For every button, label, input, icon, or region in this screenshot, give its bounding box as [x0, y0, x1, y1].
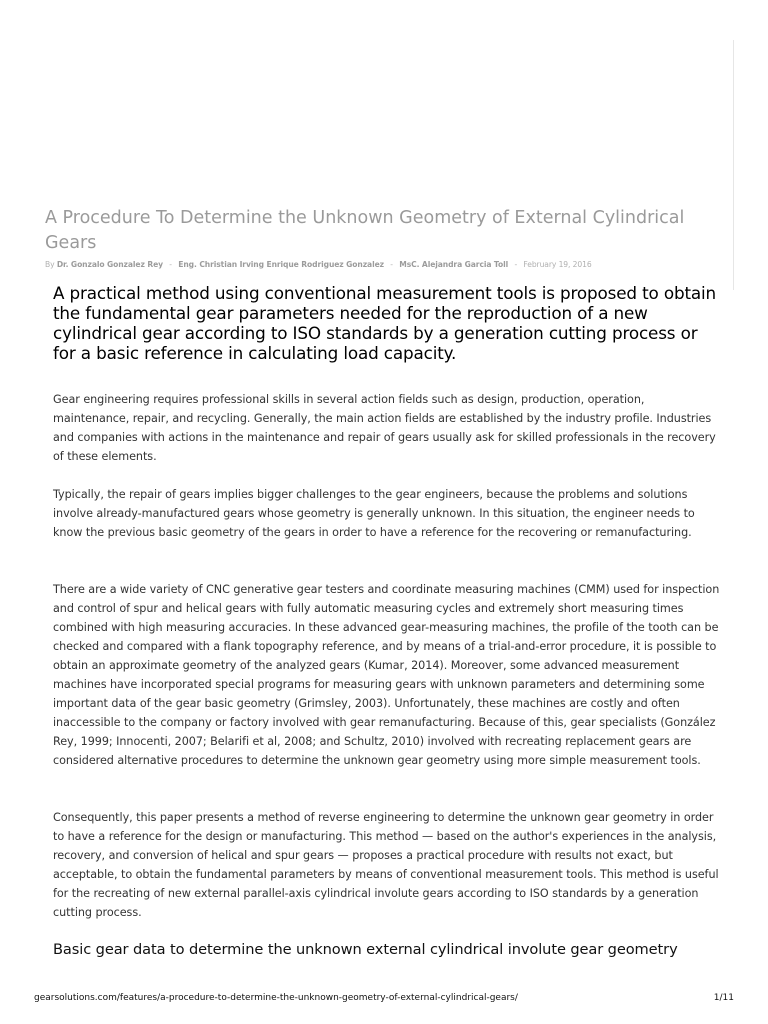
page-number: 1/11 — [713, 993, 734, 1003]
byline-separator: - — [514, 260, 518, 269]
author-link-1[interactable]: Dr. Gonzalo Gonzalez Rey — [56, 260, 163, 269]
byline-by-label: By — [45, 260, 55, 269]
page-url: gearsolutions.com/features/a-procedure-to-determine-the-unknown-geometry-of-external-cylindrical-gears/ — [34, 993, 518, 1003]
paragraph: There are a wide variety of CNC generative gear testers and coordinate measuring machines (CMM) used for inspection and control of spur and helical gears with fully automatic measuring cycles and extremely short measuring times combined with high measuring accuracies. In these advanced gear-measuring machines, the profile of the tooth can be checked and compared with a flank topography reference, and by means of a trial-and-error procedure, it is possible to obtain an approximate geometry of the analyzed gears (Kumar, 2014). Moreover, some advanced measurement machines have incorporated special programs for measuring gears with unknown parameters and determining some important data of the gear basic geometry (Grimsley, 2003). Unfortunately, these machines are costly and often inaccessible to the company or factory involved with gear remanufacturing. Because of this, gear specialists (González Rey, 1999; Innocenti, 2007; Belarifi et al, 2008; and Schultz, 2010) involved with recreating replacement gears are considered alternative procedures to determine the unknown gear geometry using more simple measurement tools. — [53, 583, 720, 767]
byline-separator: - — [390, 260, 393, 269]
paragraph: Consequently, this paper presents a method of reverse engineering to determine the unknown gear geometry in order to have a reference for the design or manufacturing. This method — based on the author's experiences in the analysis, recovery, and conversion of helical and spur gears — proposes a practical procedure with results not exact, but acceptable, to obtain the fundamental parameters by means of conventional measurement tools. This method is useful for the recreating of new external parallel-axis cylindrical involute gears according to ISO standards by a generation cutting process. — [53, 811, 719, 919]
author-link-2[interactable]: Eng. Christian Irving Enrique Rodriguez Gonzalez — [178, 260, 384, 269]
byline — [45, 260, 735, 269]
paragraph: Gear engineering requires professional skills in several action fields such as design, production, operation, maintenance, repair, and recycling. Generally, the main action fields are established by the industry profile. Industries and companies with actions in the maintenance and repair of gears usually ask for skilled professionals in the recovery of these elements. — [53, 393, 716, 463]
page-edge-divider — [733, 40, 734, 290]
article-lead: A practical method using conventional measurement tools is proposed to obtain the fundamental gear parameters needed for the reproduction of a new cylindrical gear according to ISO standards by a generation cutting process or for a basic reference in calculating load capacity. — [53, 283, 717, 363]
byline-separator: - — [169, 260, 172, 269]
section-heading: Basic gear data to determine the unknown external cylindrical involute gear geometry — [53, 941, 678, 958]
paragraph: Typically, the repair of gears implies bigger challenges to the gear engineers, because the problems and solutions involve already-manufactured gears whose geometry is generally unknown. In this situation, the engineer needs to know the previous basic geometry of the gears in order to have a reference for the recovering or remanufacturing. — [53, 488, 695, 539]
author-link-3[interactable]: MsC. Alejandra Garcia Toll — [399, 260, 509, 269]
publish-date: February 19, 2016 — [523, 260, 592, 269]
article-title: A Procedure To Determine the Unknown Geometry of External Cylindrical Gears — [45, 208, 685, 253]
